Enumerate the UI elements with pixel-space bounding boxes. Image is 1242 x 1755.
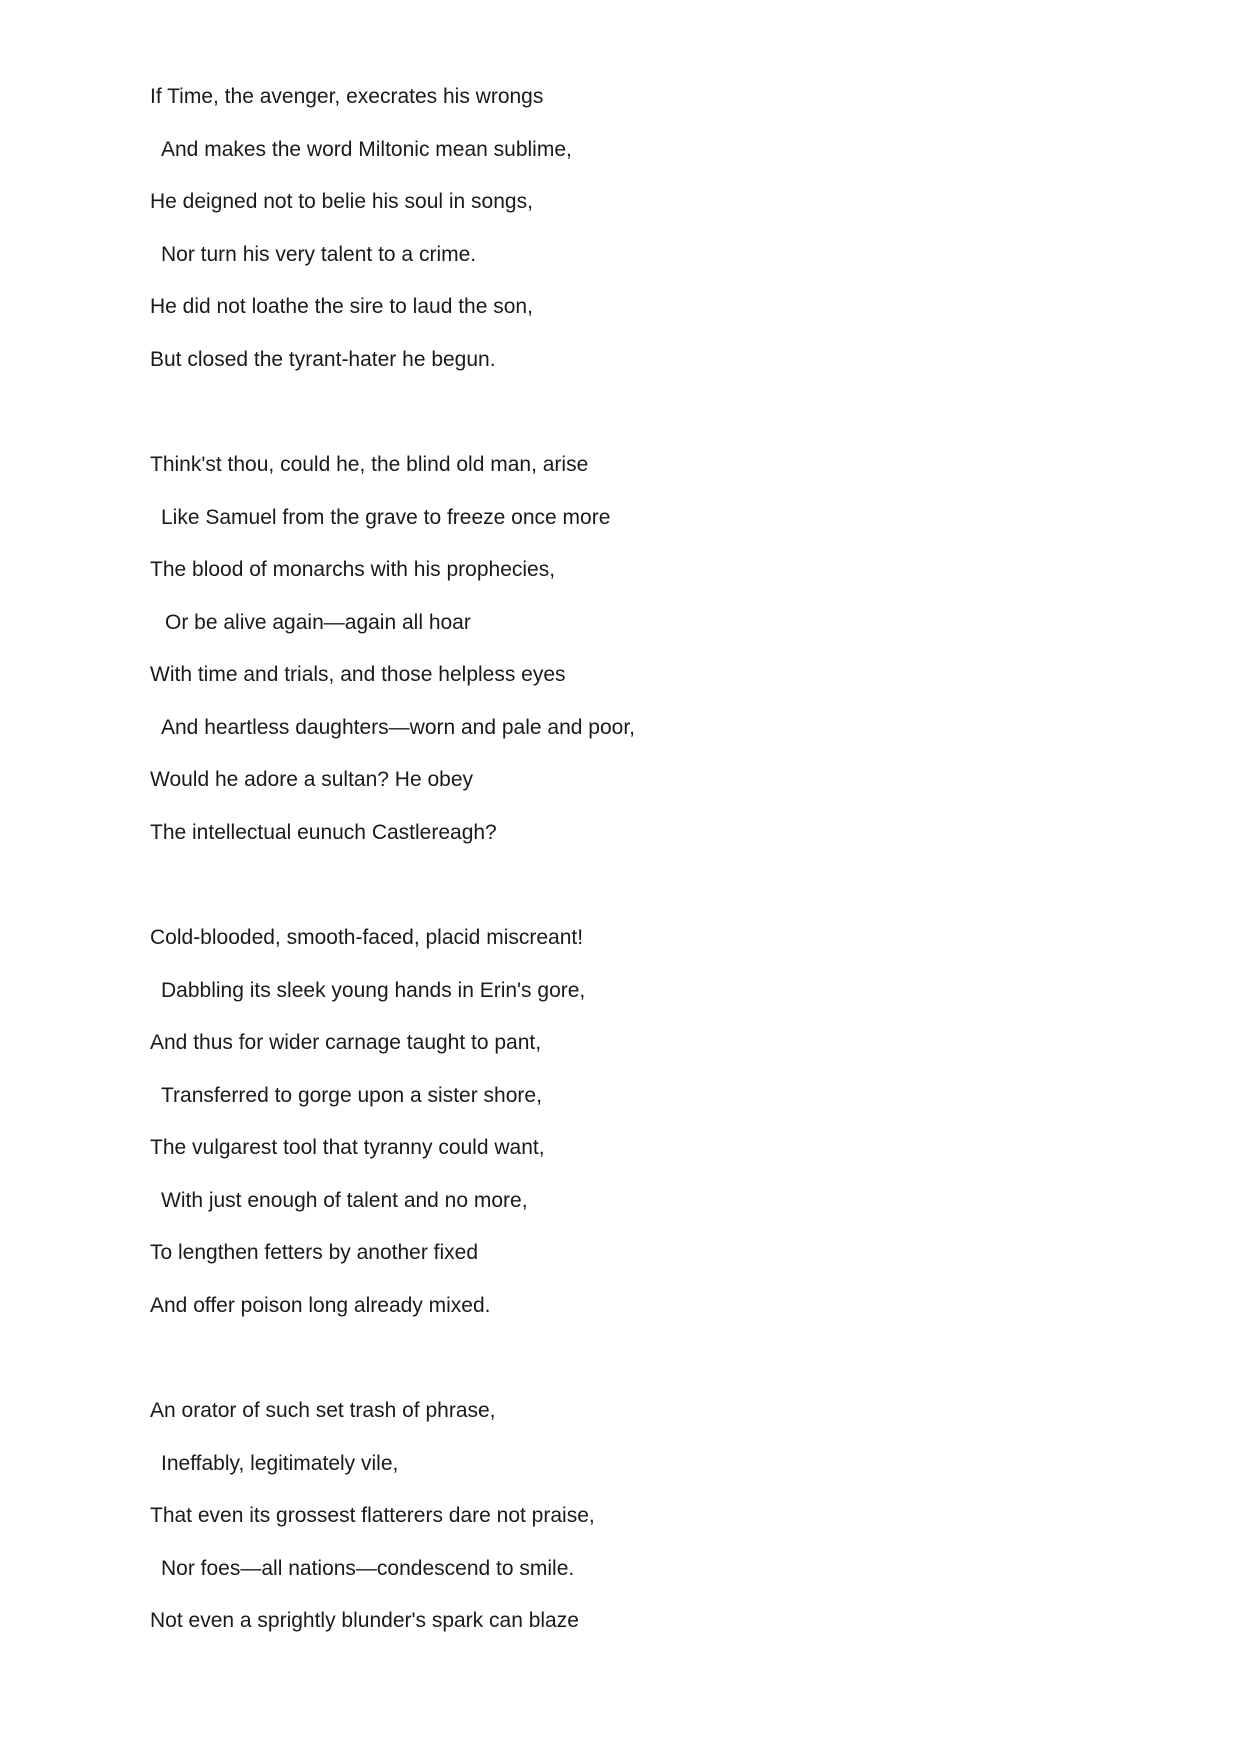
poem-line: Or be alive again—again all hoar (165, 610, 471, 634)
poem-line: Not even a sprightly blunder's spark can blaze (150, 1609, 579, 1632)
poem-line: He did not loathe the sire to laud the son, (150, 295, 533, 318)
poem-line: If Time, the avenger, execrates his wrongs (150, 85, 544, 108)
stanza-4 (150, 1396, 1150, 1659)
poem-line: Dabbling its sleek young hands in Erin's gore, (161, 978, 586, 1002)
stanza-1 (150, 82, 1150, 397)
stanza-2 (150, 450, 1150, 870)
poem-line: The blood of monarchs with his prophecies, (150, 558, 556, 581)
poem-line: Like Samuel from the grave to freeze once more (161, 505, 611, 529)
poem-line: And offer poison long already mixed. (150, 1293, 491, 1317)
poem-line: Would he adore a sultan? He obey (150, 768, 473, 791)
poem-line: And makes the word Miltonic mean sublime, (161, 137, 572, 161)
poem-line: And heartless daughters—worn and pale and poor, (161, 715, 635, 739)
poem-line: The vulgarest tool that tyranny could want, (150, 1136, 545, 1159)
stanza-3 (150, 923, 1150, 1343)
poem-line: To lengthen fetters by another fixed (150, 1241, 479, 1264)
poem-line: Cold-blooded, smooth-faced, placid miscreant! (150, 926, 584, 949)
poem-line: With time and trials, and those helpless eyes (150, 663, 566, 686)
poem-line: Ineffably, legitimately vile, (161, 1451, 399, 1475)
poem-line: He deigned not to belie his soul in songs, (150, 190, 533, 213)
poem-line: That even its grossest flatterers dare not praise, (150, 1504, 595, 1527)
poem-line: The intellectual eunuch Castlereagh? (150, 820, 497, 844)
poem-body (150, 82, 1150, 1712)
poem-line: An orator of such set trash of phrase, (150, 1399, 496, 1422)
poem-line: Nor foes—all nations—condescend to smile. (161, 1556, 575, 1580)
poem-line: Nor turn his very talent to a crime. (161, 242, 477, 266)
poem-line: Transferred to gorge upon a sister shore, (161, 1083, 542, 1107)
poem-line: With just enough of talent and no more, (161, 1188, 528, 1212)
poem-line: But closed the tyrant-hater he begun. (150, 347, 496, 371)
poem-line: And thus for wider carnage taught to pant, (150, 1031, 542, 1054)
poem-line: Think'st thou, could he, the blind old man, arise (150, 453, 589, 476)
